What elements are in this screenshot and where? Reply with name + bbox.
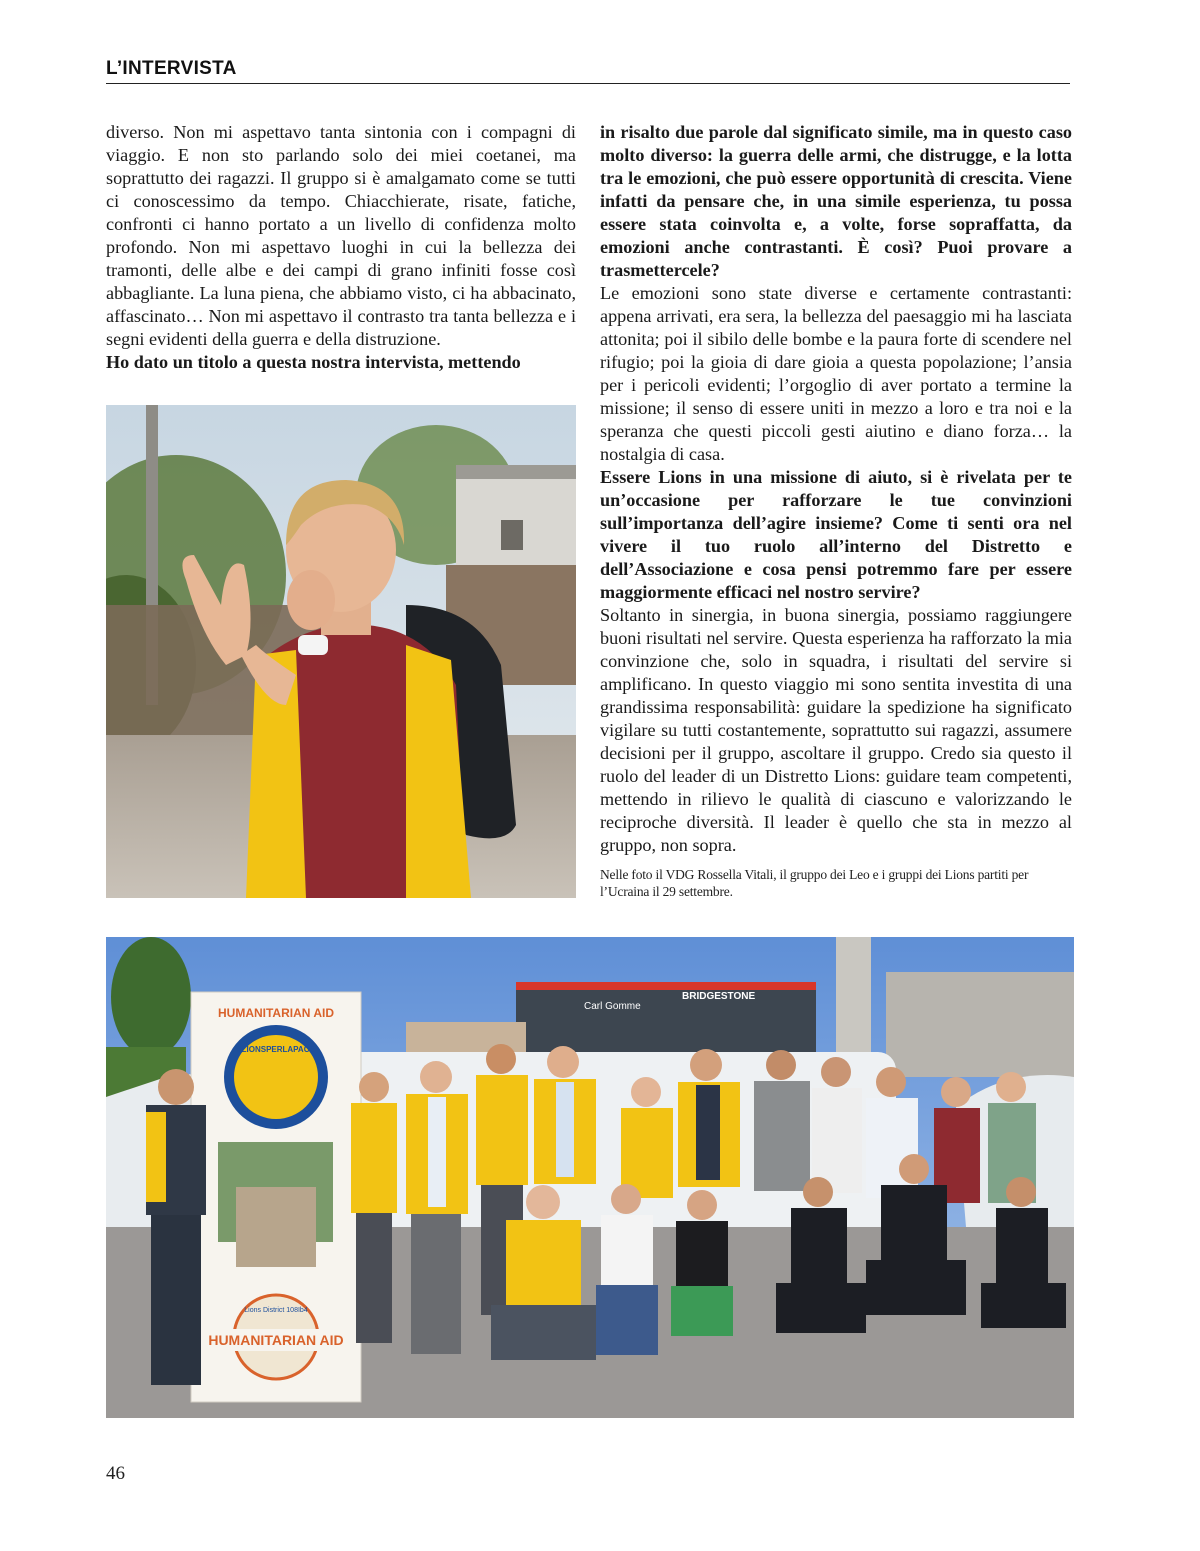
answer-paragraph: diverso. Non mi aspettavo tanta sintonia con i compagni di viaggio. E non sto parlando solo dei miei coetanei, ma soprattutto dei ragazzi. Il gruppo si è amalgamato come se tutti ci conoscessimo da tempo. Chiacchierate, risate, fatiche, confronti ci hanno portato a un livello di confidenza molto profondo. Non mi aspettavo luoghi in cui la bellezza dei tramonti, delle albe e dei campi di grano infiniti fosse così abbagliante. La luna piena, che abbiamo visto, ci ha abbacinato, affascinato… Non mi aspettavo il contrasto tra tanta bellezza e i segni evidenti della guerra e della distruzione. [106, 122, 576, 349]
right-column [600, 121, 1072, 857]
photo-caption: Nelle foto il VDG Rossella Vitali, il gruppo dei Leo e i gruppi dei Lions partiti per l’Ucraina il 29 settembre. [600, 867, 1029, 899]
header-rule [106, 83, 1070, 84]
section-header: L’INTERVISTA [106, 58, 237, 79]
question-paragraph: Essere Lions in una missione di aiuto, si è rivelata per te un’occasione per rafforzare le tue convinzioni sull’importanza dell’agire insieme? Come ti senti ora nel vivere il tuo ruolo all’interno del Distretto e dell’Associazione e cosa pensi potremmo fare per essere maggiormente efficaci nel nostro servire? [600, 467, 1072, 602]
banner-top-text: HUMANITARIAN AID [218, 1006, 334, 1020]
banner-district-text: Lions District 108Ib4 [244, 1307, 308, 1314]
answer-paragraph: Le emozioni sono state diverse e certamente contrastanti: appena arrivati, era sera, la bellezza del paesaggio mi ha lasciata attonita; poi il sibilo delle bombe e la paura forte di scendere nel rifugio; poi la gioia di dare gioia a questa popolazione; l’ansia per i pericoli evidenti; l’orgoglio di aver portato a termine la missione; il senso di essere uniti in mezzo a loro e tra noi e la speranza che questi piccoli gesti aiutino e diano forza… la nostalgia di casa. [600, 283, 1072, 464]
group-photo [106, 937, 1074, 1418]
carl-gomme-sign: Carl Gomme [584, 1001, 641, 1012]
page-number: 46 [106, 1463, 125, 1484]
person [146, 1069, 206, 1385]
question-paragraph: in risalto due parole dal significato simile, ma in questo caso molto diverso: la guerra delle armi, che distrugge, e la lotta tra le emozioni, che può essere opportunità di crescita. Viene infatti da pensare che, in una simile esperienza, tu possa essere stata coinvolta e, a volte, forse sopraffatta, da emozioni anche contrastanti. È così? Puoi provare a trasmettercele? [600, 122, 1072, 280]
left-column [106, 121, 576, 374]
answer-paragraph: Soltanto in sinergia, in buona sinergia, possiamo raggiungere buoni risultati nel servire. Questa esperienza ha rafforzato la mia convinzione che, solo in squadra, i risultati del servire si amplificano. In questo viaggio mi sono sentita investita di una grandissima responsabilità: guidare la spedizione ha significato vigilare su tutti costantemente, soprattutto sui ragazzi, assumere decisioni per il gruppo, ascoltare il gruppo. Credo sia questo il ruolo del leader di un Distretto Lions: guidare team competenti, mettendo in rilievo le qualità di ciascuno e valorizzando le reciproche diversità. Il leader è quello che sta in mezzo al gruppo, non sopra. [600, 605, 1072, 855]
question-paragraph: Ho dato un titolo a questa nostra intervista, mettendo [106, 352, 521, 372]
bridgestone-sign: BRIDGESTONE [682, 991, 756, 1002]
banner-motto-text: #LIONSPERLAPACE [237, 1045, 315, 1054]
banner-bottom-text: HUMANITARIAN AID [208, 1332, 344, 1348]
portrait-photo [106, 405, 576, 898]
